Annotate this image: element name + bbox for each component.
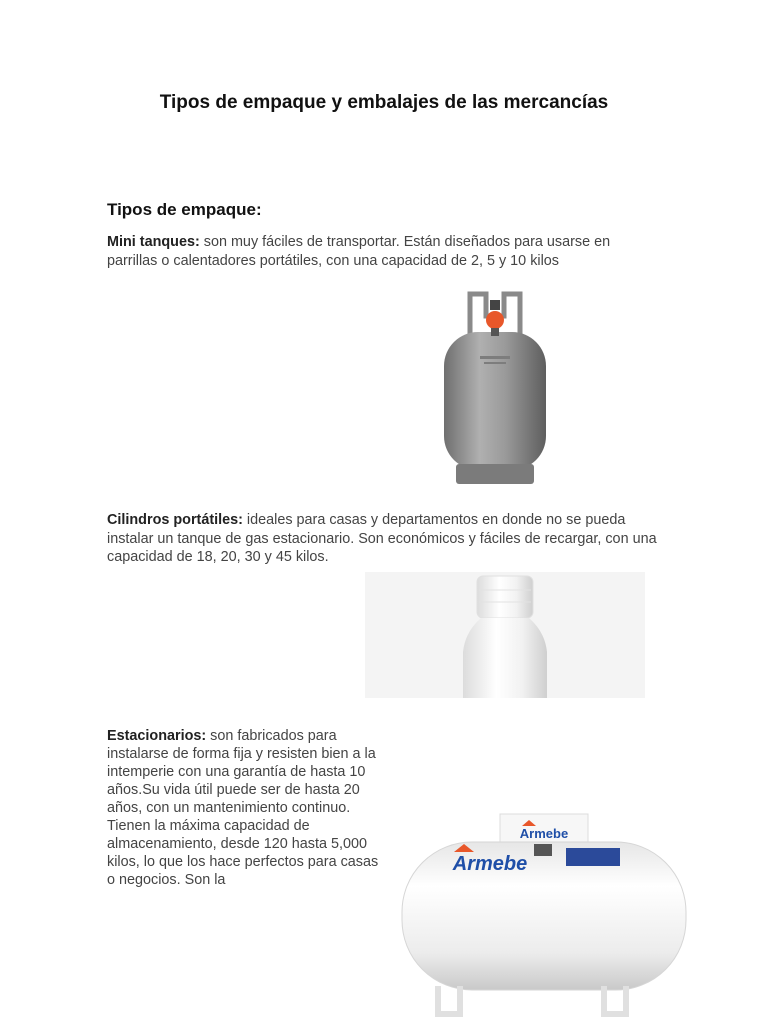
term-mini-tanques: Mini tanques: [107, 234, 200, 250]
document-title: Tipos de empaque y embalajes de las mercancías [159, 92, 609, 113]
paragraph-mini-tanques [107, 233, 647, 270]
term-cilindros-portatiles: Cilindros portátiles: [107, 512, 243, 528]
description-cilindros-portatiles: ideales para casas y departamentos en donde no se pueda instalar un tanque de gas estacionario. Son económicos y fáciles de recargar, con una capacidad de 18, 20, 30 y 45 kilos. [107, 512, 657, 565]
paragraph-estacionarios [107, 727, 382, 889]
description-estacionarios: son fabricados para instalarse de forma fija y resisten bien a la intemperie con una garantía de hasta 10 años.Su vida útil puede ser de hasta 20 años, con un mantenimiento continuo. Tienen la máxima capacidad de almacenamiento, desde 120 hasta 5,000 kilos, lo que los hace perfectos para casas o negocios. Son la [107, 728, 379, 888]
term-estacionarios: Estacionarios: [107, 728, 207, 744]
description-mini-tanques: son muy fáciles de transportar. Están diseñados para usarse en parrillas o calentadores portátiles, con una capacidad de 2, 5 y 10 kilos [107, 234, 611, 269]
section-heading: Tipos de empaque: [107, 200, 262, 219]
paragraph-cilindros-portatiles [107, 511, 667, 567]
portable-cylinder-image [365, 572, 645, 698]
stationary-tank-image [396, 808, 701, 1024]
sign-logo-text: Armebe [519, 826, 569, 841]
tank-logo-text: Armebe [452, 853, 528, 875]
mini-tank-image [432, 288, 558, 488]
